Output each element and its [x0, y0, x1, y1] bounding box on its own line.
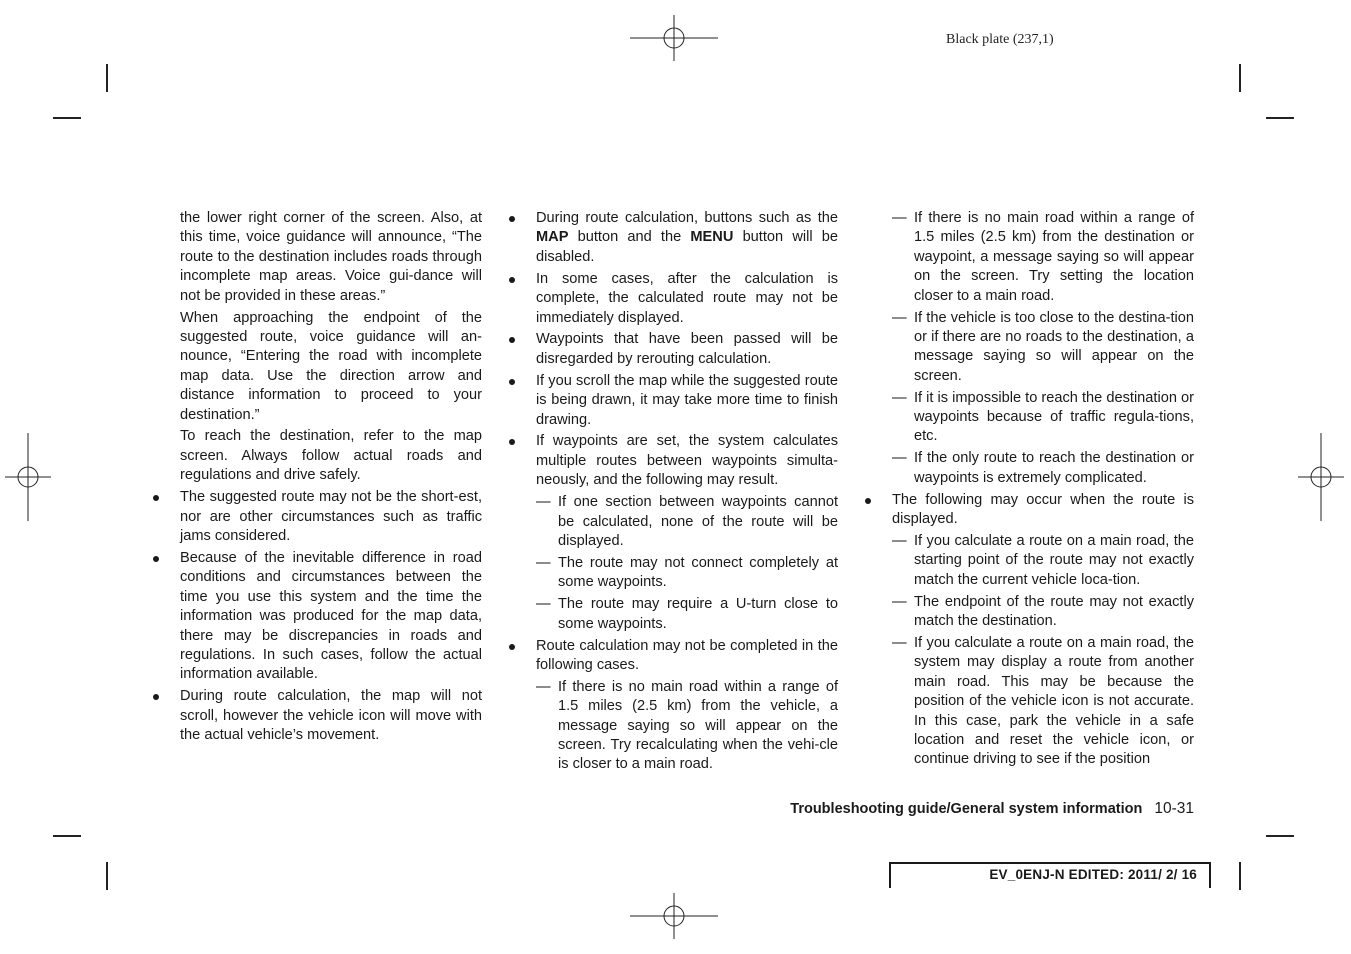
- dash-item: — The endpoint of the route may not exactly match the destination.: [892, 593, 1194, 632]
- registration-mark-top-icon: [630, 15, 718, 61]
- bullet-text: button and the: [577, 229, 682, 246]
- paragraph: When approaching the endpoint of the suggested route, voice guidance will an-nounce, “Entering the road with incomplete map data. Use the direction arrow and distance information to proceed to your destination.”: [180, 309, 482, 423]
- bullet-item: If you scroll the map while the suggested route is being drawn, it may take more time to finish drawing.: [508, 372, 838, 430]
- bullet-item: Waypoints that have been passed will be disregarded by rerouting calculation.: [508, 330, 838, 369]
- column-2: [508, 209, 838, 777]
- map-button-label: MAP: [536, 229, 569, 246]
- dash-item: — If the vehicle is too close to the destina-tion or if there are no roads to the destination, a message saying so will appear on the screen.: [892, 309, 1194, 387]
- bullet-item: The following may occur when the route is displayed.: [864, 491, 1194, 530]
- crop-mark-top-left-h: [53, 117, 81, 119]
- page-footer: [700, 800, 1194, 818]
- dash-item: — If there is no main road within a range of 1.5 miles (2.5 km) from the destination or waypoint, a message saying so will appear on the screen. Try setting the location closer to a main road.: [892, 209, 1194, 306]
- dash-item: — If the only route to reach the destination or waypoints is extremely complicated.: [892, 449, 1194, 488]
- paragraph: To reach the destination, refer to the map screen. Always follow actual roads and regulations and drive safely.: [180, 428, 482, 484]
- dash-item: — If you calculate a route on a main road, the system may display a route from another main road. This may be because the position of the vehicle icon is not accurate. In this case, park the vehicle in a safe location and reset the vehicle icon, or continue driving to see if the position: [892, 634, 1194, 770]
- crop-mark-bottom-right-h: [1266, 835, 1294, 837]
- menu-button-label: MENU: [690, 229, 734, 246]
- section-title: Troubleshooting guide/General system information: [790, 801, 1143, 817]
- column-1: [152, 209, 482, 748]
- bullet-item: The suggested route may not be the short-est, nor are other circumstances such as traffic jams considered.: [152, 488, 482, 546]
- crop-mark-top-right-v: [1239, 64, 1241, 92]
- column-3: [864, 209, 1194, 772]
- registration-mark-left-icon: [5, 433, 51, 521]
- crop-mark-top-left-v: [106, 64, 108, 92]
- bullet-item: Because of the inevitable difference in road conditions and circumstances between the time you use this system and the time the information was produced for the map data, there may be discrepancies in roads and regulations. In such cases, follow the actual information available.: [152, 549, 482, 685]
- plate-label: Black plate (237,1): [946, 32, 1054, 47]
- dash-item: — The route may not connect completely at some waypoints.: [536, 554, 838, 593]
- crop-mark-bottom-right-v: [1239, 862, 1241, 890]
- registration-mark-right-icon: [1298, 433, 1344, 521]
- paragraph: the lower right corner of the screen. Also, at this time, voice guidance will announce, “The route to the destination includes roads through incomplete map areas. Voice gui-dance will not be provided in these areas.”: [180, 210, 482, 304]
- registration-mark-bottom-icon: [630, 893, 718, 939]
- bullet-item: Route calculation may not be completed in the following cases.: [508, 637, 838, 676]
- crop-mark-bottom-left-h: [53, 835, 81, 837]
- dash-item: — If there is no main road within a range of 1.5 miles (2.5 km) from the vehicle, a message saying so will appear on the screen. Try recalculating when the vehi-cle is closer to a main road.: [536, 678, 838, 775]
- bullet-text: button will be disabled.: [536, 229, 838, 265]
- edited-stamp: EV_0ENJ-N EDITED: 2011/ 2/ 16: [889, 862, 1211, 888]
- bullet-text: During route calculation, buttons such as the: [536, 210, 838, 226]
- crop-mark-bottom-left-v: [106, 862, 108, 890]
- dash-item: — If you calculate a route on a main road, the starting point of the route may not exactly match the current vehicle loca-tion.: [892, 532, 1194, 590]
- bullet-item: If waypoints are set, the system calculates multiple routes between waypoints simulta-neously, and the following may result.: [508, 432, 838, 490]
- crop-mark-top-right-h: [1266, 117, 1294, 119]
- dash-item: — If one section between waypoints cannot be calculated, none of the route will be displayed.: [536, 493, 838, 551]
- bullet-item: In some cases, after the calculation is complete, the calculated route may not be immediately displayed.: [508, 270, 838, 328]
- page-number: 10-31: [1154, 800, 1194, 817]
- dash-item: — If it is impossible to reach the destination or waypoints because of traffic regula-tions, etc.: [892, 389, 1194, 447]
- dash-item: — The route may require a U-turn close to some waypoints.: [536, 595, 838, 634]
- bullet-item: During route calculation, the map will not scroll, however the vehicle icon will move with the actual vehicle’s movement.: [152, 687, 482, 745]
- bullet-item: [508, 209, 838, 267]
